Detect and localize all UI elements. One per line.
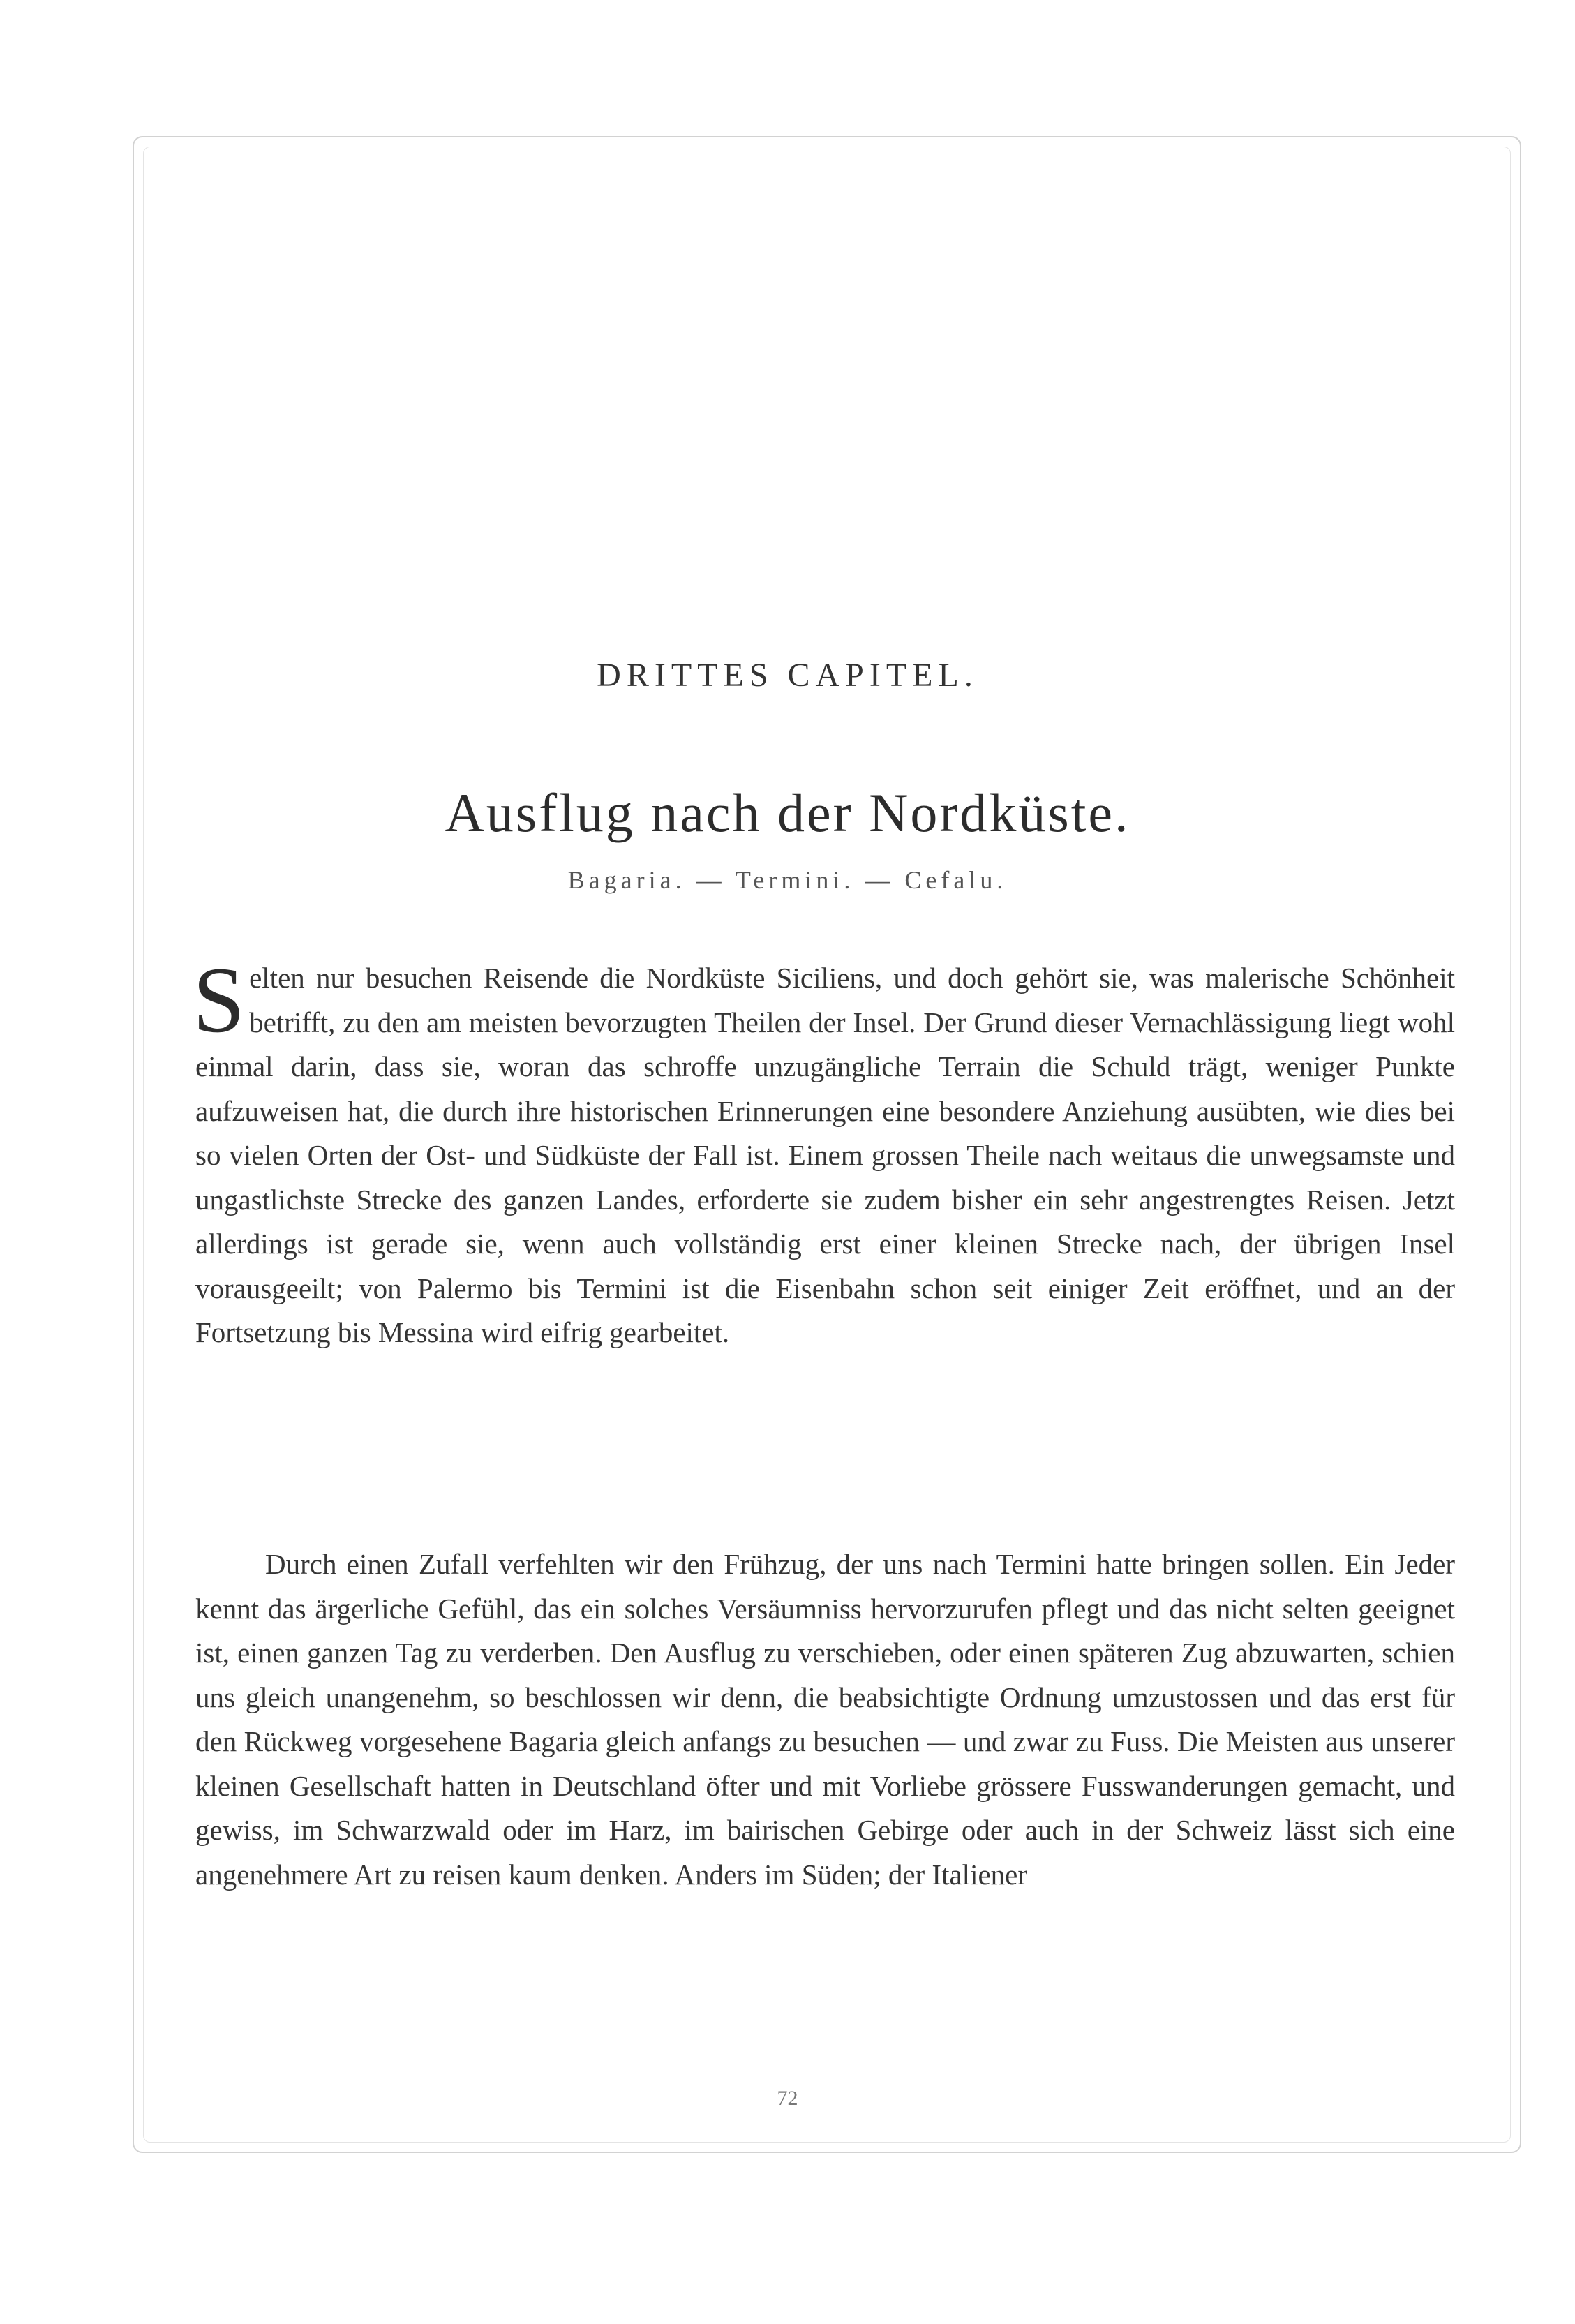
drop-cap: S	[193, 948, 246, 1052]
paragraph-2: Durch einen Zufall verfehlten wir den Frühzug, der uns nach Termini hatte bringen sollen. Ein Jeder kennt das ärgerliche Gefühl, das ein solches Versäumniss hervorzurufen pflegt und das nicht selten geeignet ist, einen ganzen Tag zu verderben. Den Ausflug zu verschieben, oder einen späteren Zug abzuwarten, schien uns gleich unangenehm, so beschlossen wir denn, die beabsichtigte Ordnung umzustossen und das erst für den Rückweg vorgesehene Bagaria gleich anfangs zu besuchen — und zwar zu Fuss. Die Meisten aus unserer kleinen Gesellschaft hatten in Deutschland öfter und mit Vorliebe grössere Fusswanderungen gemacht, und gewiss, im Schwarzwald oder im Harz, im bairischen Gebirge oder auch in der Schweiz lässt sich eine angenehmere Art zu reisen kaum denken. Anders im Süden; der Italiener	[195, 1548, 1455, 1891]
chapter-title: Ausflug nach der Nordküste.	[445, 782, 1130, 843]
chapter-heading: DRITTES CAPITEL.	[597, 657, 978, 694]
paragraph-1	[193, 948, 1455, 1355]
page-number: 72	[777, 2087, 798, 2110]
chapter-subtitle: Bagaria. — Termini. — Cefalu.	[567, 866, 1008, 894]
paragraph-1-text: elten nur besuchen Reisende die Nordküste Siciliens, und doch gehört sie, was malerische Schönheit betrifft, zu den am meisten bevorzugten Theilen der Insel. Der Grund dieser Vernachlässigung liegt wohl einmal darin, dass sie, woran das schroffe unzugängliche Terrain die Schuld trägt, weniger Punkte aufzuweisen hat, die durch ihre historischen Erinnerungen eine besondere Anziehung ausübten, wie dies bei so vielen Orten der Ost- und Südküste der Fall ist. Einem grossen Theile nach weitaus die unwegsamste und ungastlichste Strecke des ganzen Landes, erforderte sie zudem bisher ein sehr angestrengtes Reisen. Jetzt allerdings ist gerade sie, wenn auch vollständig erst einer kleinen Strecke nach, der übrigen Insel vorausgeeilt; von Palermo bis Termini ist die Eisenbahn schon seit einiger Zeit eröffnet, und an der Fortsetzung bis Messina wird eifrig gearbeitet.	[195, 962, 1455, 1348]
